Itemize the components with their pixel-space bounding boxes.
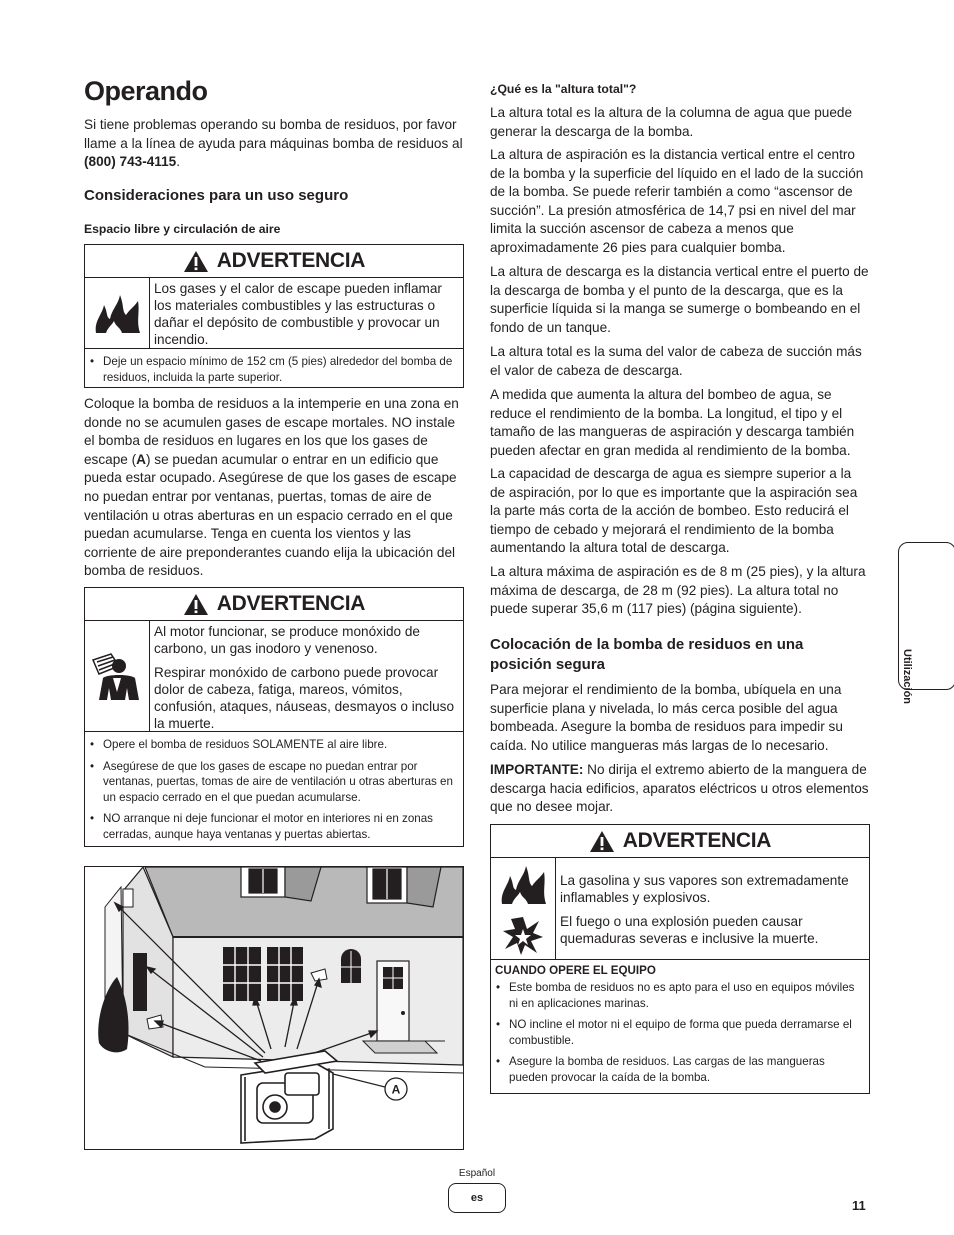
list-item: • NO arranque ni deje funcionar el motor en interiores ni en zonas cerradas, aunque haya ventanas y puertas abiertas. bbox=[103, 811, 457, 842]
warning-header bbox=[85, 588, 463, 621]
important-label: IMPORTANTE: bbox=[490, 762, 584, 777]
intro-paragraph: Si tiene problemas operando su bomba de residuos, por favor llame a la línea de ayuda para máquinas bomba de residuos al (800) 743-4115. bbox=[84, 117, 463, 170]
warning-bullet-list bbox=[491, 977, 869, 1091]
footer-language: Español bbox=[458, 1168, 496, 1179]
paragraph-placement: Para mejorar el rendimiento de la bomba, ubíquela en una superficie plana y nivelada, lo más cerca posible del agua bombeada. Asegure la bomba de residuos para impedir su caída. No utilice mangueras más largas de lo necesario. bbox=[490, 682, 843, 753]
callout-label: A bbox=[391, 1082, 401, 1097]
paragraph-maximums: La altura máxima de aspiración es de 8 m (25 pies), y la altura máxima de descarga, de 28 m (92 pies). La altura total no puede superar 35,6 m (117 pies) (página siguiente). bbox=[490, 564, 866, 617]
list-item: • Este bomba de residuos no es apto para el uso en equipos móviles ni en aplicaciones marinas. bbox=[509, 980, 863, 1011]
alert-triangle-icon bbox=[589, 830, 615, 853]
section-heading-placement: Colocación de la bomba de residuos en una posición segura bbox=[490, 636, 804, 673]
warning-header bbox=[85, 245, 463, 278]
fire-icon bbox=[496, 862, 550, 906]
warning-box-carbon-monoxide bbox=[84, 587, 464, 847]
warning-hazard-text: Al motor funcionar, se produce monóxido de carbono, un gas inodoro y venenoso. Respirar monóxido de carbono puede provocar dolor de cabeza, fatiga, mareos, vómitos, confusión, ataques, náuseas, desmayos o incluso la muerte. bbox=[154, 624, 455, 731]
total-head-question: ¿Qué es la "altura total"? bbox=[490, 82, 637, 96]
list-item: • NO incline el motor ni el equipo de forma que pueda derramarse el combustible. bbox=[509, 1017, 863, 1048]
section-heading-safe-use: Consideraciones para un uso seguro bbox=[84, 187, 349, 204]
fire-icon bbox=[85, 278, 150, 348]
warning-title: ADVERTENCIA bbox=[622, 829, 772, 852]
paragraph-performance: A medida que aumenta la altura del bombeo de agua, se reduce el rendimiento de la bomba. La longitud, el tipo y el tamaño de las mangueras de aspiración y descarga también pueden afectar en gran medida al rendimiento de la bomba. bbox=[490, 387, 855, 458]
list-item: • Asegúrese de que los gases de escape no puedan entrar por ventanas, puertas, tomas de aire de ventilación u otras aberturas en un espacio cerrado en el que puedan acumularse. bbox=[103, 759, 457, 806]
page-title: Operando bbox=[84, 76, 208, 106]
subheading-clearance: Espacio libre y circulación de aire bbox=[84, 222, 281, 236]
warning-title: ADVERTENCIA bbox=[216, 249, 366, 272]
list-item: • Deje un espacio mínimo de 152 cm (5 pies) alrededor del bomba de residuos, incluida la parte superior. bbox=[103, 354, 457, 385]
language-code-badge: es bbox=[448, 1183, 506, 1213]
helpline-phone: (800) 743-4115 bbox=[84, 154, 177, 170]
explosion-icon bbox=[501, 915, 545, 955]
paragraph-important: IMPORTANTE: No dirija el extremo abierto de la manguera de descarga hacia edificios, aparatos eléctricos u otros elementos que no desee mojar. bbox=[490, 762, 869, 815]
alert-triangle-icon bbox=[183, 250, 209, 273]
list-item: • Asegure la bomba de residuos. Las cargas de las mangueras pueden provocar la caída de la bomba. bbox=[509, 1054, 863, 1085]
section-side-tab bbox=[898, 542, 954, 705]
alert-triangle-icon bbox=[183, 593, 209, 616]
warning-box-fire bbox=[84, 244, 464, 388]
side-tab-label: Utilización bbox=[901, 649, 913, 705]
warning-bullet-list bbox=[85, 349, 463, 391]
warning-header bbox=[491, 825, 869, 858]
warning-hazard-text: Los gases y el calor de escape pueden inflamar los materiales combustibles y las estructuras o dañar el depósito de combustible y provocar un incendio. bbox=[154, 281, 442, 347]
paragraph-capacity: La capacidad de descarga de agua es siempre superior a la de aspiración, por lo que es importante que la aspiración sea la parte más corta de la acción de bombeo. Esto reducirá el tiempo de cebado y mejorará el rendimiento de la bomba aumentando la altura total de descarga. bbox=[490, 466, 858, 556]
paragraph-total-head: La altura total es la altura de la columna de agua que puede generar la descarga de la bomba. bbox=[490, 105, 853, 139]
warning-title: ADVERTENCIA bbox=[216, 592, 366, 615]
list-item: • Opere el bomba de residuos SOLAMENTE al aire libre. bbox=[103, 737, 457, 753]
toxic-fumes-icon bbox=[85, 621, 150, 731]
illustration-svg bbox=[85, 867, 463, 1149]
warning-hazard-text: La gasolina y sus vapores son extremadamente inflamables y explosivos. El fuego o una explosión pueden causar quemaduras severas e inclusive la muerte. bbox=[560, 873, 849, 946]
paragraph-discharge-head: La altura de descarga es la distancia vertical entre el puerto de la descarga de bomba y el punto de la descarga, que es la superficie líquida si la manga se sumerge o bombeando en el fondo de un tanque. bbox=[490, 264, 869, 335]
warning-bullet-list bbox=[85, 732, 463, 848]
warning-box-fuel bbox=[490, 824, 870, 1094]
house-exhaust-illustration bbox=[84, 866, 464, 1150]
paragraph-sum: La altura total es la suma del valor de cabeza de succión más el valor de cabeza de descarga. bbox=[490, 344, 862, 378]
warning-subheading: CUANDO OPERE EL EQUIPO bbox=[495, 964, 656, 977]
paragraph-suction-head: La altura de aspiración es la distancia vertical entre el centro de la bomba y la superficie del líquido en el lado de la succión de la bomba. Se puede referir también a como “ascensor de succión”. La presión atmosférica de 14,7 psi en nivel del mar limita la succión ascensor de cabeza a menos que aproximadamente 26 pies para cualquier bomba. bbox=[490, 147, 864, 255]
exhaust-paragraph: Coloque la bomba de residuos a la intemperie en una zona en donde no se acumulen gases de escape mortales. NO instale el bomba de residuos en lugares en los que los gases de escape (A) se puedan acumular o entrar en un edificio que pueda estar ocupado. Asegúrese de que los gases de escape no puedan entrar por ventanas, puertas, tomas de aire de ventilación u otras aberturas en un espacio cerrado en el que puedan acumularse. Tenga en cuenta los vientos y las corriente de aire preponderantes cuando elija la ubicación del bomba de residuos. bbox=[84, 396, 459, 579]
page-number: 11 bbox=[852, 1198, 866, 1213]
